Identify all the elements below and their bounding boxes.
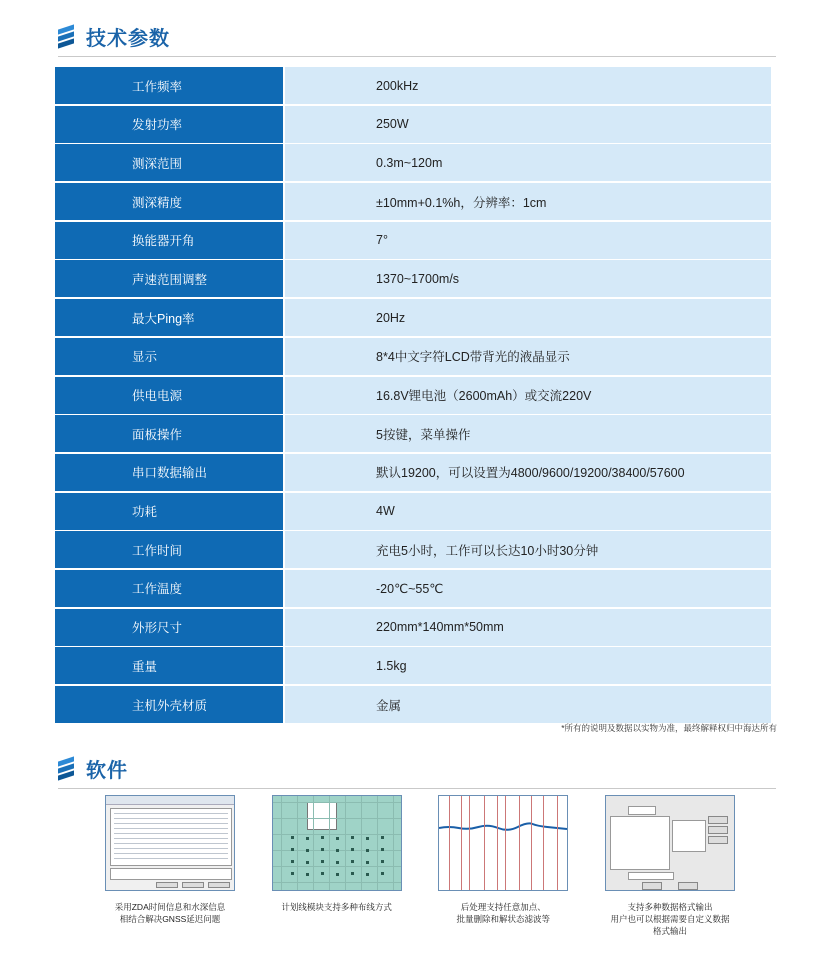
spec-value: 7° [285,222,771,259]
spec-row [55,260,771,297]
spec-label: 最大Ping率 [55,299,283,336]
spec-row [55,415,771,452]
spec-value: 200kHz [285,67,771,104]
spec-value: 金属 [285,686,771,723]
spec-row [55,647,771,684]
spec-label: 工作频率 [55,67,283,104]
postprocess-software-screenshot [438,795,568,891]
spec-label: 显示 [55,338,283,375]
software-caption: 采用ZDA时间信息和水深信息 相结合解决GNSS延迟问题 [114,902,226,924]
spec-row [55,67,771,104]
spec-row [55,531,771,568]
spec-label: 重量 [55,647,283,684]
software-caption: 支持多种数据格式输出 用户也可以根据需要自定义数据 格式输出 [610,902,730,936]
footnote: *所有的说明及数据以实物为准，最终解释权归中海达所有 [561,723,777,733]
software-item [600,795,740,937]
spec-row [55,454,771,491]
software-caption: 计划线模块支持多种布线方式 [281,902,392,912]
stack-icon [58,758,74,779]
spec-label: 功耗 [55,493,283,530]
software-item [433,795,573,937]
software-section-header [58,752,776,789]
spec-value: ±10mm+0.1%h，分辨率：1cm [285,183,771,220]
spec-label: 供电电源 [55,377,283,414]
spec-row [55,183,771,220]
spec-label: 测深精度 [55,183,283,220]
spec-value: 220mm*140mm*50mm [285,609,771,646]
spec-value: -20℃~55℃ [285,570,771,607]
spec-value: 0.3m~120m [285,144,771,181]
spec-value: 250W [285,106,771,143]
spec-value: 4W [285,493,771,530]
spec-label: 声速范围调整 [55,260,283,297]
spec-row [55,570,771,607]
spec-label: 面板操作 [55,415,283,452]
spec-row [55,338,771,375]
spec-row [55,493,771,530]
spec-value: 1370~1700m/s [285,260,771,297]
section-divider [58,788,776,789]
zda-software-screenshot [105,795,235,891]
spec-label: 工作时间 [55,531,283,568]
spec-value: 默认19200，可以设置为4800/9600/19200/38400/57600 [285,454,771,491]
spec-label: 串口数据输出 [55,454,283,491]
spec-row [55,299,771,336]
spec-row [55,686,771,723]
section-divider [58,56,776,57]
spec-label: 测深范围 [55,144,283,181]
spec-label: 换能器开角 [55,222,283,259]
spec-label: 工作温度 [55,570,283,607]
spec-table [55,67,771,725]
spec-value: 5按键，菜单操作 [285,415,771,452]
software-title: 软件 [86,759,128,782]
spec-row [55,144,771,181]
spec-row [55,609,771,646]
software-item [267,795,407,937]
stack-icon [58,26,74,47]
spec-label: 发射功率 [55,106,283,143]
software-caption: 后处理支持任意加点、 批量删除和解状态滤波等 [456,902,551,924]
specs-title: 技术参数 [86,27,170,50]
export-format-screenshot [605,795,735,891]
specs-section-header [58,20,776,57]
spec-row [55,222,771,259]
software-gallery [100,795,740,937]
spec-value: 20Hz [285,299,771,336]
spec-value: 16.8V锂电池（2600mAh）或交流220V [285,377,771,414]
spec-value: 1.5kg [285,647,771,684]
spec-label: 外形尺寸 [55,609,283,646]
software-item [100,795,240,937]
spec-row [55,106,771,143]
spec-value: 充电5小时，工作可以长达10小时30分钟 [285,531,771,568]
spec-row [55,377,771,414]
spec-label: 主机外壳材质 [55,686,283,723]
spec-value: 8*4中文字符LCD带背光的液晶显示 [285,338,771,375]
planline-software-screenshot [272,795,402,891]
